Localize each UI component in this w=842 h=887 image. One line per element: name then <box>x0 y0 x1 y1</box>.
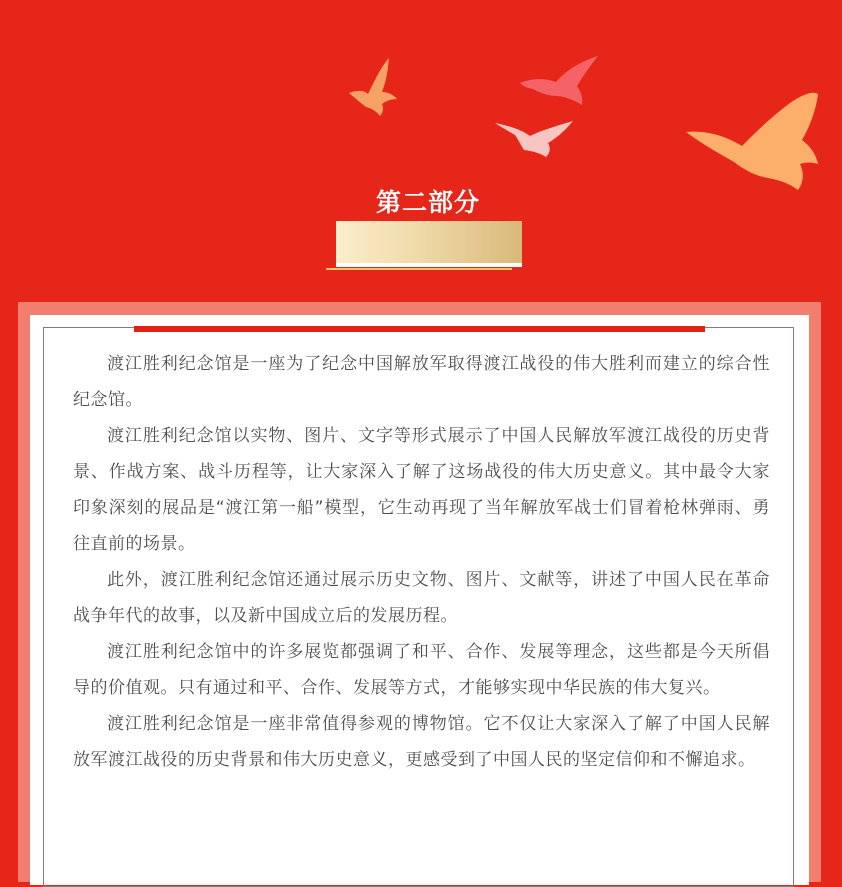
section-title: 第二部分 <box>375 188 480 217</box>
article-body <box>73 346 770 778</box>
title-white-line <box>336 263 522 267</box>
dove-icon <box>495 121 573 157</box>
content-top-strip <box>134 326 705 332</box>
title-gold-bar <box>336 221 522 263</box>
dove-icon <box>686 93 818 190</box>
dove-icon <box>520 56 598 105</box>
paragraph: 渡江胜利纪念馆是一座非常值得参观的博物馆。它不仅让大家深入了解了中国人民解放军渡江战役的历史背景和伟大历史意义，更感受到了中国人民的坚定信仰和不懈追求。 <box>73 714 770 770</box>
paragraph: 渡江胜利纪念馆中的许多展览都强调了和平、合作、发展等理念，这些都是今天所倡导的价值观。只有通过和平、合作、发展等方式，才能够实现中华民族的伟大复兴。 <box>73 642 770 698</box>
dove-icon <box>349 58 397 116</box>
paragraph: 渡江胜利纪念馆是一座为了纪念中国解放军取得渡江战役的伟大胜利而建立的综合性纪念馆。 <box>73 354 770 410</box>
title-gold-line <box>326 268 512 270</box>
header-banner <box>0 0 842 300</box>
paragraph: 渡江胜利纪念馆以实物、图片、文字等形式展示了中国人民解放军渡江战役的历史背景、作战方案、战斗历程等，让大家深入了解了这场战役的伟大历史意义。其中最令大家印象深刻的展品是“渡江第一船”模型，它生动再现了当年解放军战士们冒着枪林弹雨、勇往直前的场景。 <box>73 426 770 554</box>
paragraph: 此外，渡江胜利纪念馆还通过展示历史文物、图片、文献等，讲述了中国人民在革命战争年代的故事，以及新中国成立后的发展历程。 <box>73 570 770 626</box>
